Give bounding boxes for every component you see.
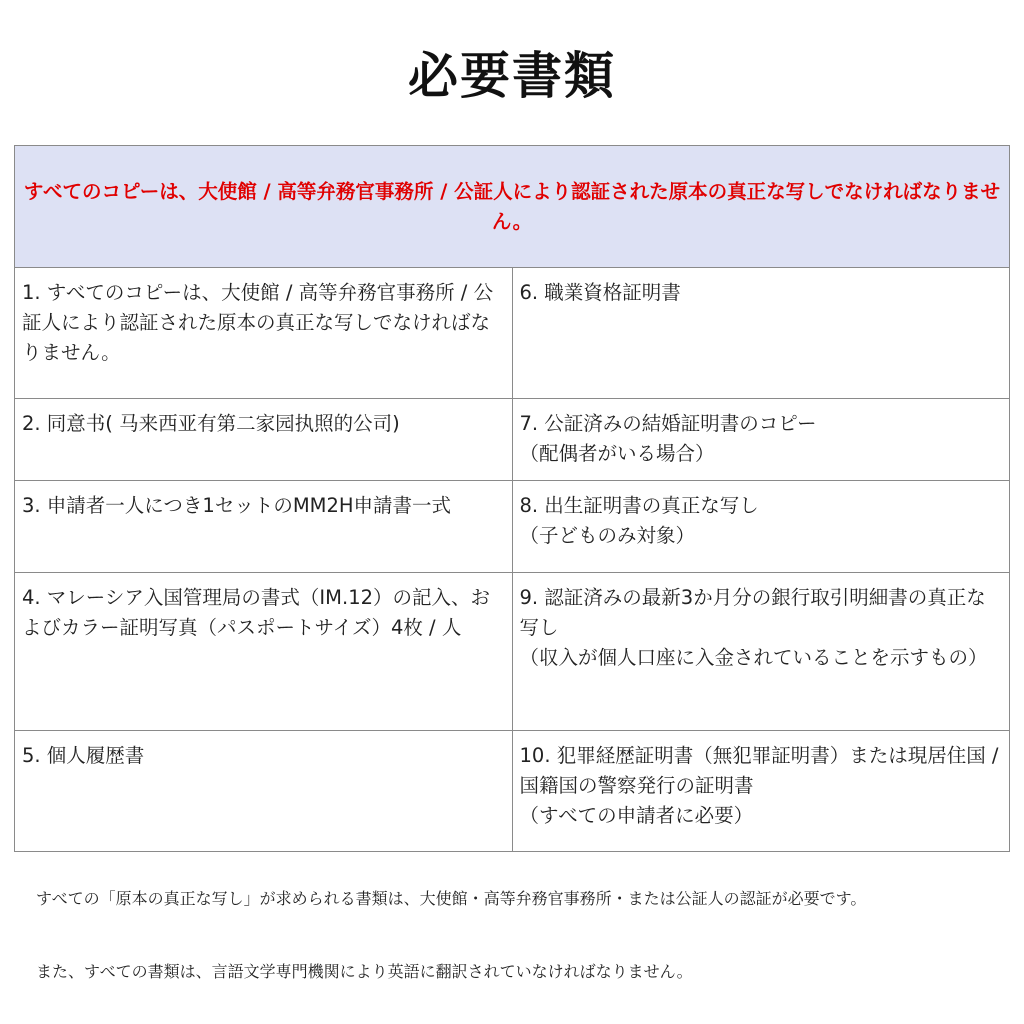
document-item-9 (512, 573, 1010, 731)
notice-header-cell (15, 146, 1010, 268)
required-documents-table (14, 145, 1010, 852)
footer-note-certification: すべての「原本の真正な写し」が求められる書類は、大使館・高等弁務官事務所・または公証人の認証が必要です。 (36, 889, 867, 908)
document-item-10 (512, 731, 1010, 852)
document-item-8 (512, 481, 1010, 573)
document-item-7 (512, 399, 1010, 481)
document-item-text: 4. マレーシア入国管理局の書式（IM.12）の記入、およびカラー証明写真（パスポートサイズ）4枚 / 人 (22, 586, 491, 639)
document-item-5 (15, 731, 513, 852)
document-item-4 (15, 573, 513, 731)
page-title: 必要書類 (408, 47, 616, 105)
document-item-2 (15, 399, 513, 481)
document-item-text: 1. すべてのコピーは、大使館 / 高等弁務官事務所 / 公証人により認証された原本の真正な写しでなければなりません。 (22, 281, 494, 364)
document-item-text: 8. 出生証明書の真正な写し （子どものみ対象） (519, 494, 759, 547)
document-item-text: 9. 認証済みの最新3か月分の銀行取引明細書の真正な写し （収入が個人口座に入金されていることを示すもの） (519, 586, 988, 669)
document-item-text: 6. 職業資格証明書 (519, 281, 681, 304)
document-item-text: 5. 個人履歴書 (22, 744, 145, 767)
notice-text: すべてのコピーは、大使館 / 高等弁務官事務所 / 公証人により認証された原本の真正な写しでなければなりません。 (23, 179, 1001, 233)
document-item-text: 3. 申請者一人につき1セットのMM2H申請書一式 (22, 494, 452, 517)
document-item-3 (15, 481, 513, 573)
document-item-1 (15, 268, 513, 399)
document-item-text: 10. 犯罪経歴証明書（無犯罪証明書）または現居住国 / 国籍国の警察発行の証明書 （すべての申請者に必要） (519, 744, 999, 827)
document-item-6 (512, 268, 1010, 399)
document-item-text: 7. 公証済みの結婚証明書のコピー （配偶者がいる場合） (519, 412, 817, 465)
footer-note-translation: また、すべての書類は、言語文学専門機関により英語に翻訳されていなければなりません。 (36, 962, 693, 981)
document-item-text: 2. 同意书( 马来西亚有第二家园执照的公司) (22, 412, 400, 435)
